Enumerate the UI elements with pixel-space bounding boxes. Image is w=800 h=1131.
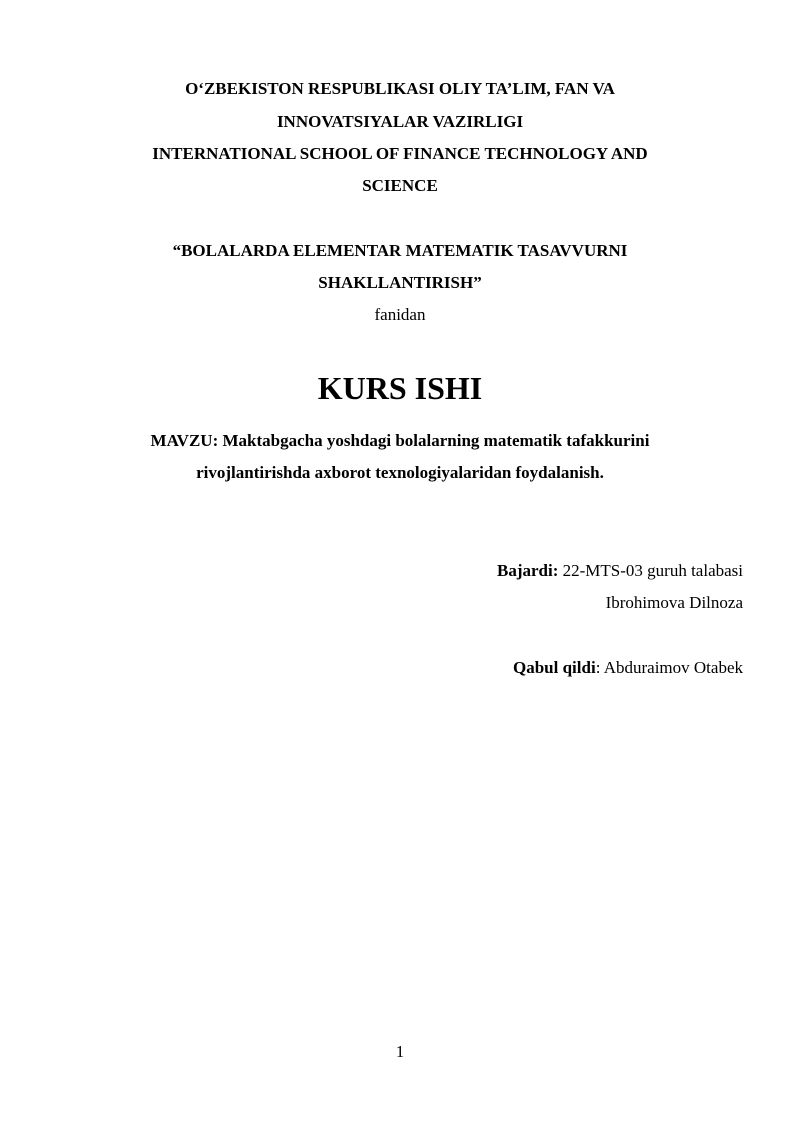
ministry-line-2: INNOVATSIYALAR VAZIRLIGI (276, 112, 524, 131)
author-line (497, 562, 743, 579)
subject-line-1: “BOLALARDA ELEMENTAR MATEMATIK TASAVVURNI (172, 241, 628, 260)
school-line-1: INTERNATIONAL SCHOOL OF FINANCE TECHNOLOGY AND (152, 144, 648, 163)
topic-line-1: MAVZU: Maktabgacha yoshdagi bolalarning matematik tafakkurini (150, 431, 650, 450)
author-label: Bajardi: (497, 561, 559, 580)
reviewer-name: : Abduraimov Otabek (595, 658, 743, 677)
author-group: 22-MTS-03 guruh talabasi (558, 561, 743, 580)
subject-line-2: SHAKLLANTIRISH” (318, 273, 482, 292)
reviewer-line (513, 659, 743, 676)
subject-suffix: fanidan (374, 305, 426, 324)
school-line-2: SCIENCE (362, 176, 438, 195)
topic-line-2: rivojlantirishda axborot texnologiyalaridan foydalanish. (196, 463, 604, 482)
reviewer-label: Qabul qildi (513, 658, 596, 677)
page-number: 1 (395, 1042, 405, 1061)
ministry-line-1: O‘ZBEKISTON RESPUBLIKASI OLIY TA’LIM, FAN VA (185, 79, 615, 98)
document-type-title: KURS ISHI (317, 370, 483, 406)
author-name: Ibrohimova Dilnoza (605, 593, 743, 612)
